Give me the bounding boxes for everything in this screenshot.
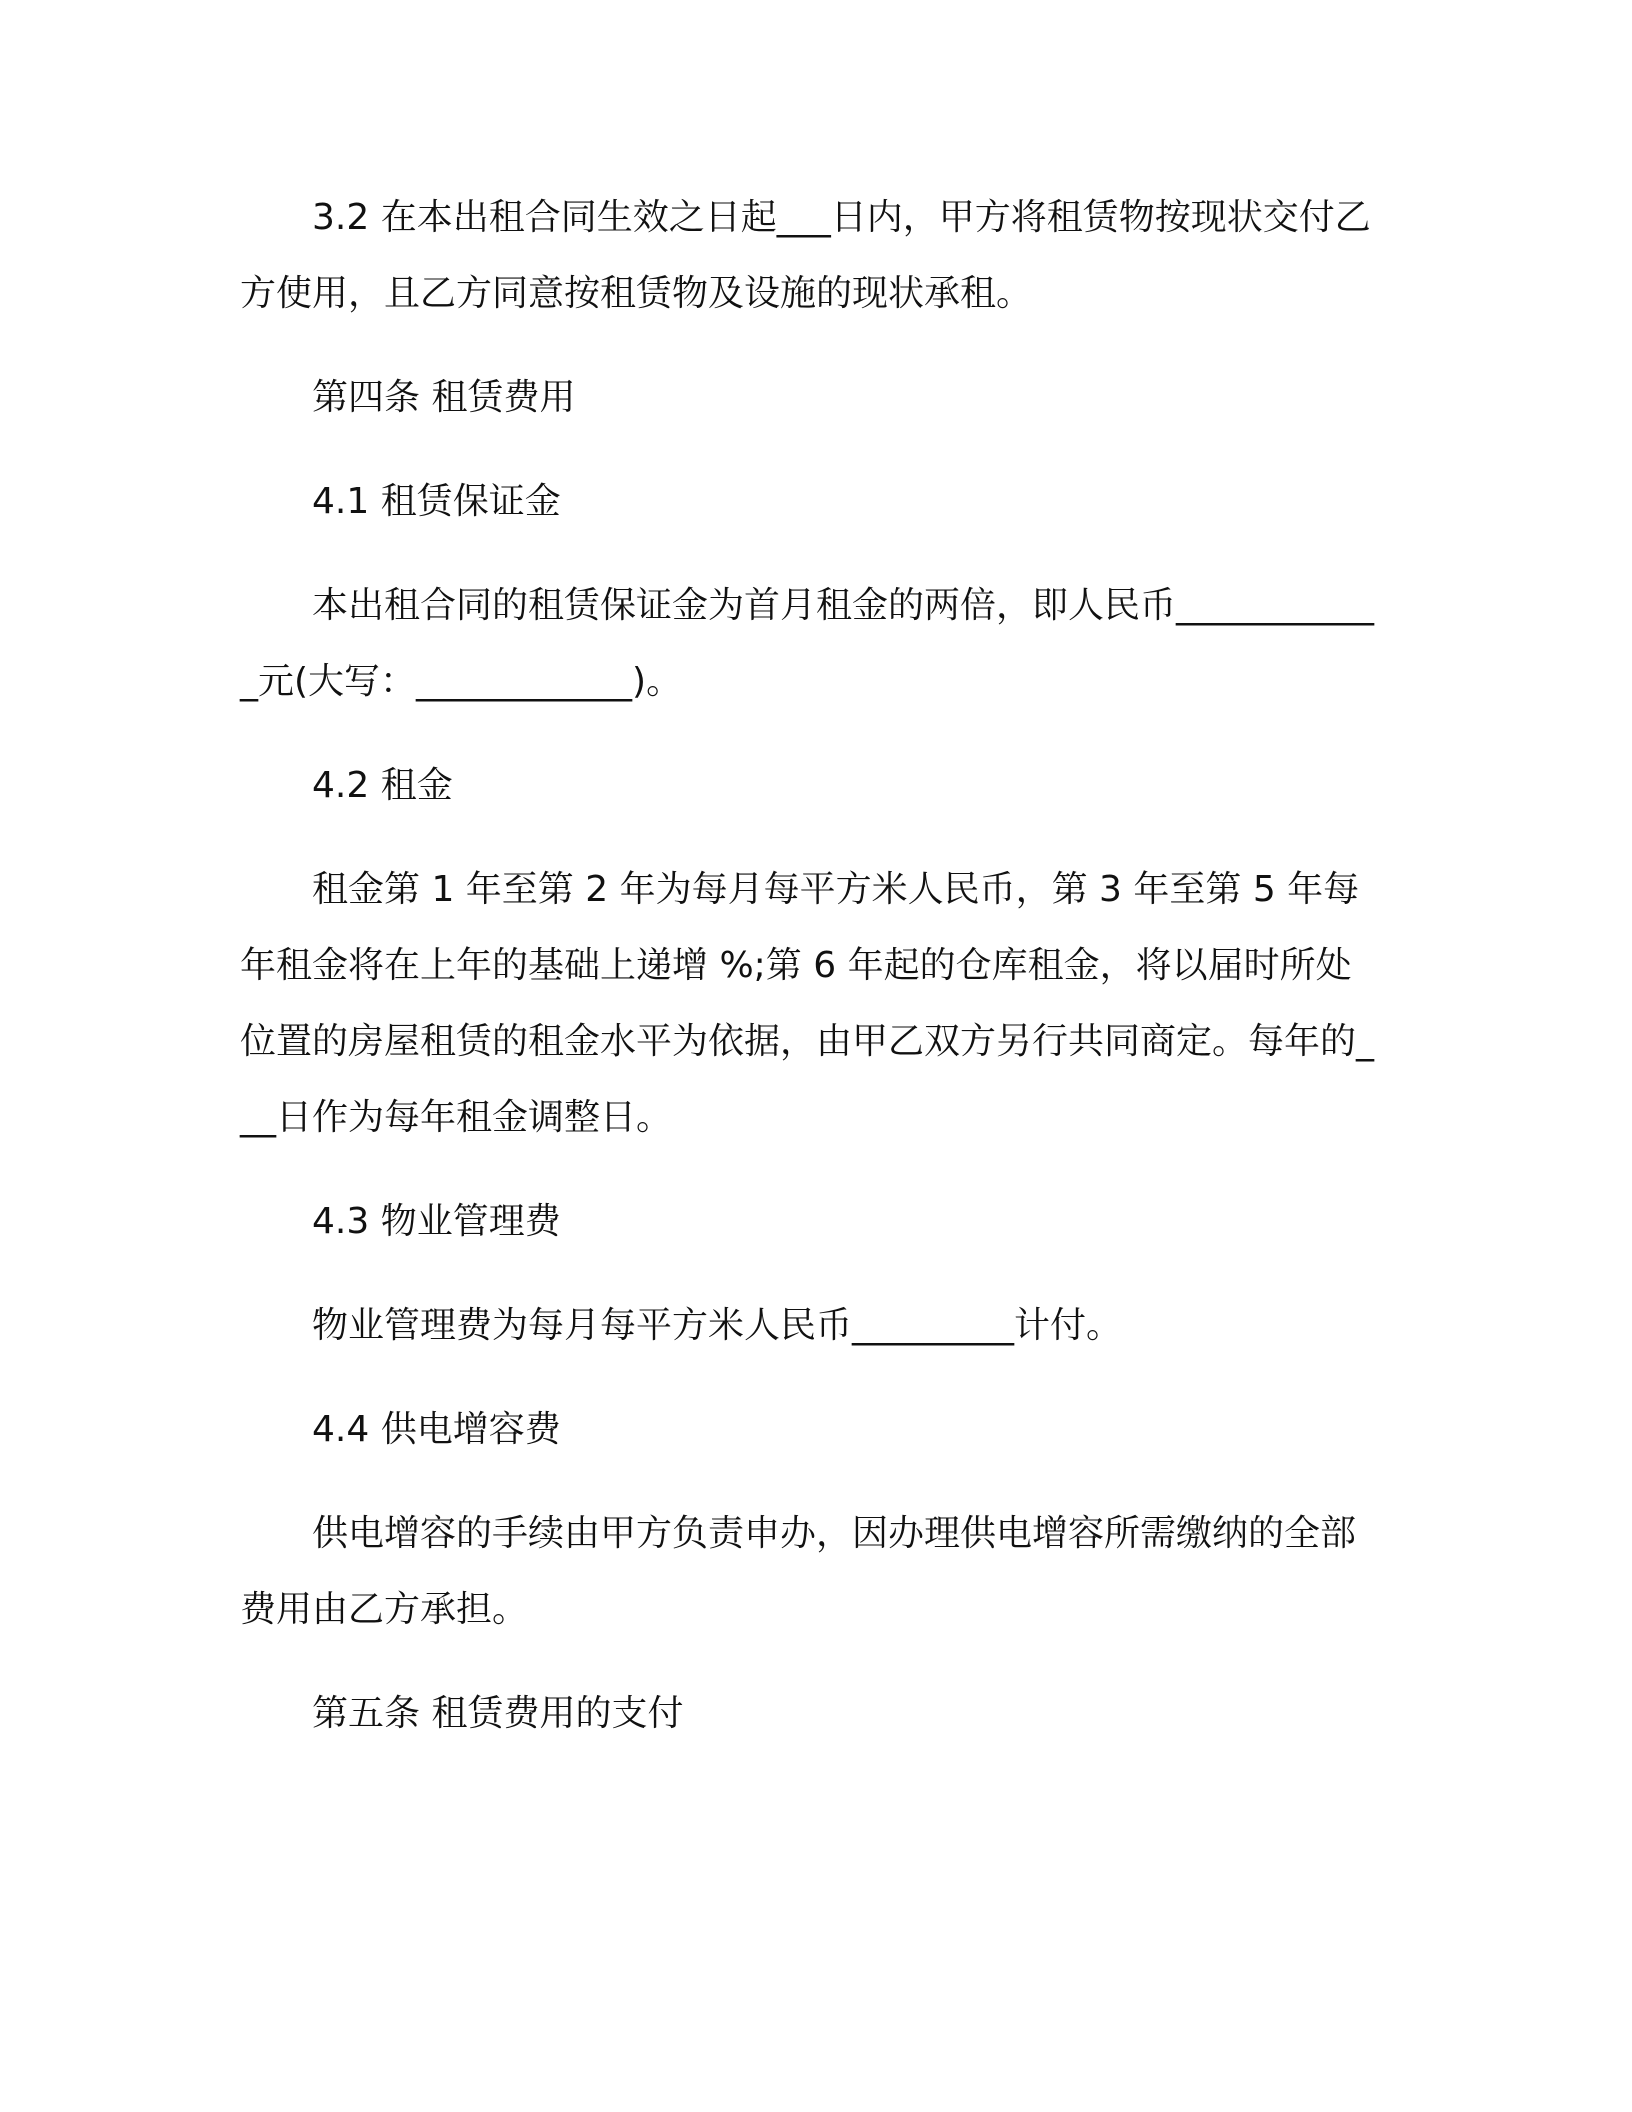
clause-3-2-paragraph: 3.2 在本出租合同生效之日起___日内，甲方将租赁物按现状交付乙方使用，且乙方同意按租赁物及设施的现状承租。	[240, 197, 1371, 314]
article-5-heading: 第五条 租赁费用的支付	[312, 1693, 684, 1734]
rent-paragraph: 租金第 1 年至第 2 年为每月每平方米人民币，第 3 年至第 5 年每年租金将在上年的基础上递增 %;第 6 年起的仓库租金，将以届时所处位置的房屋租赁的租金水平为依据，由甲乙双方另行共同商定。每年的___日作为每年租金调整日。	[240, 869, 1375, 1138]
clause-4-1-heading: 4.1 租赁保证金	[312, 481, 561, 522]
clause-4-4-heading: 4.4 供电增容费	[312, 1409, 561, 1450]
clause-4-2-heading: 4.2 租金	[312, 765, 453, 806]
property-fee-paragraph: 物业管理费为每月每平方米人民币_________计付。	[312, 1305, 1123, 1346]
document-body	[240, 180, 1380, 1780]
article-4-heading: 第四条 租赁费用	[312, 377, 576, 418]
clause-4-3-heading: 4.3 物业管理费	[312, 1201, 561, 1242]
power-capacity-paragraph: 供电增容的手续由甲方负责申办，因办理供电增容所需缴纳的全部费用由乙方承担。	[240, 1513, 1357, 1630]
deposit-paragraph: 本出租合同的租赁保证金为首月租金的两倍，即人民币____________元(大写：____________)。	[240, 585, 1375, 702]
